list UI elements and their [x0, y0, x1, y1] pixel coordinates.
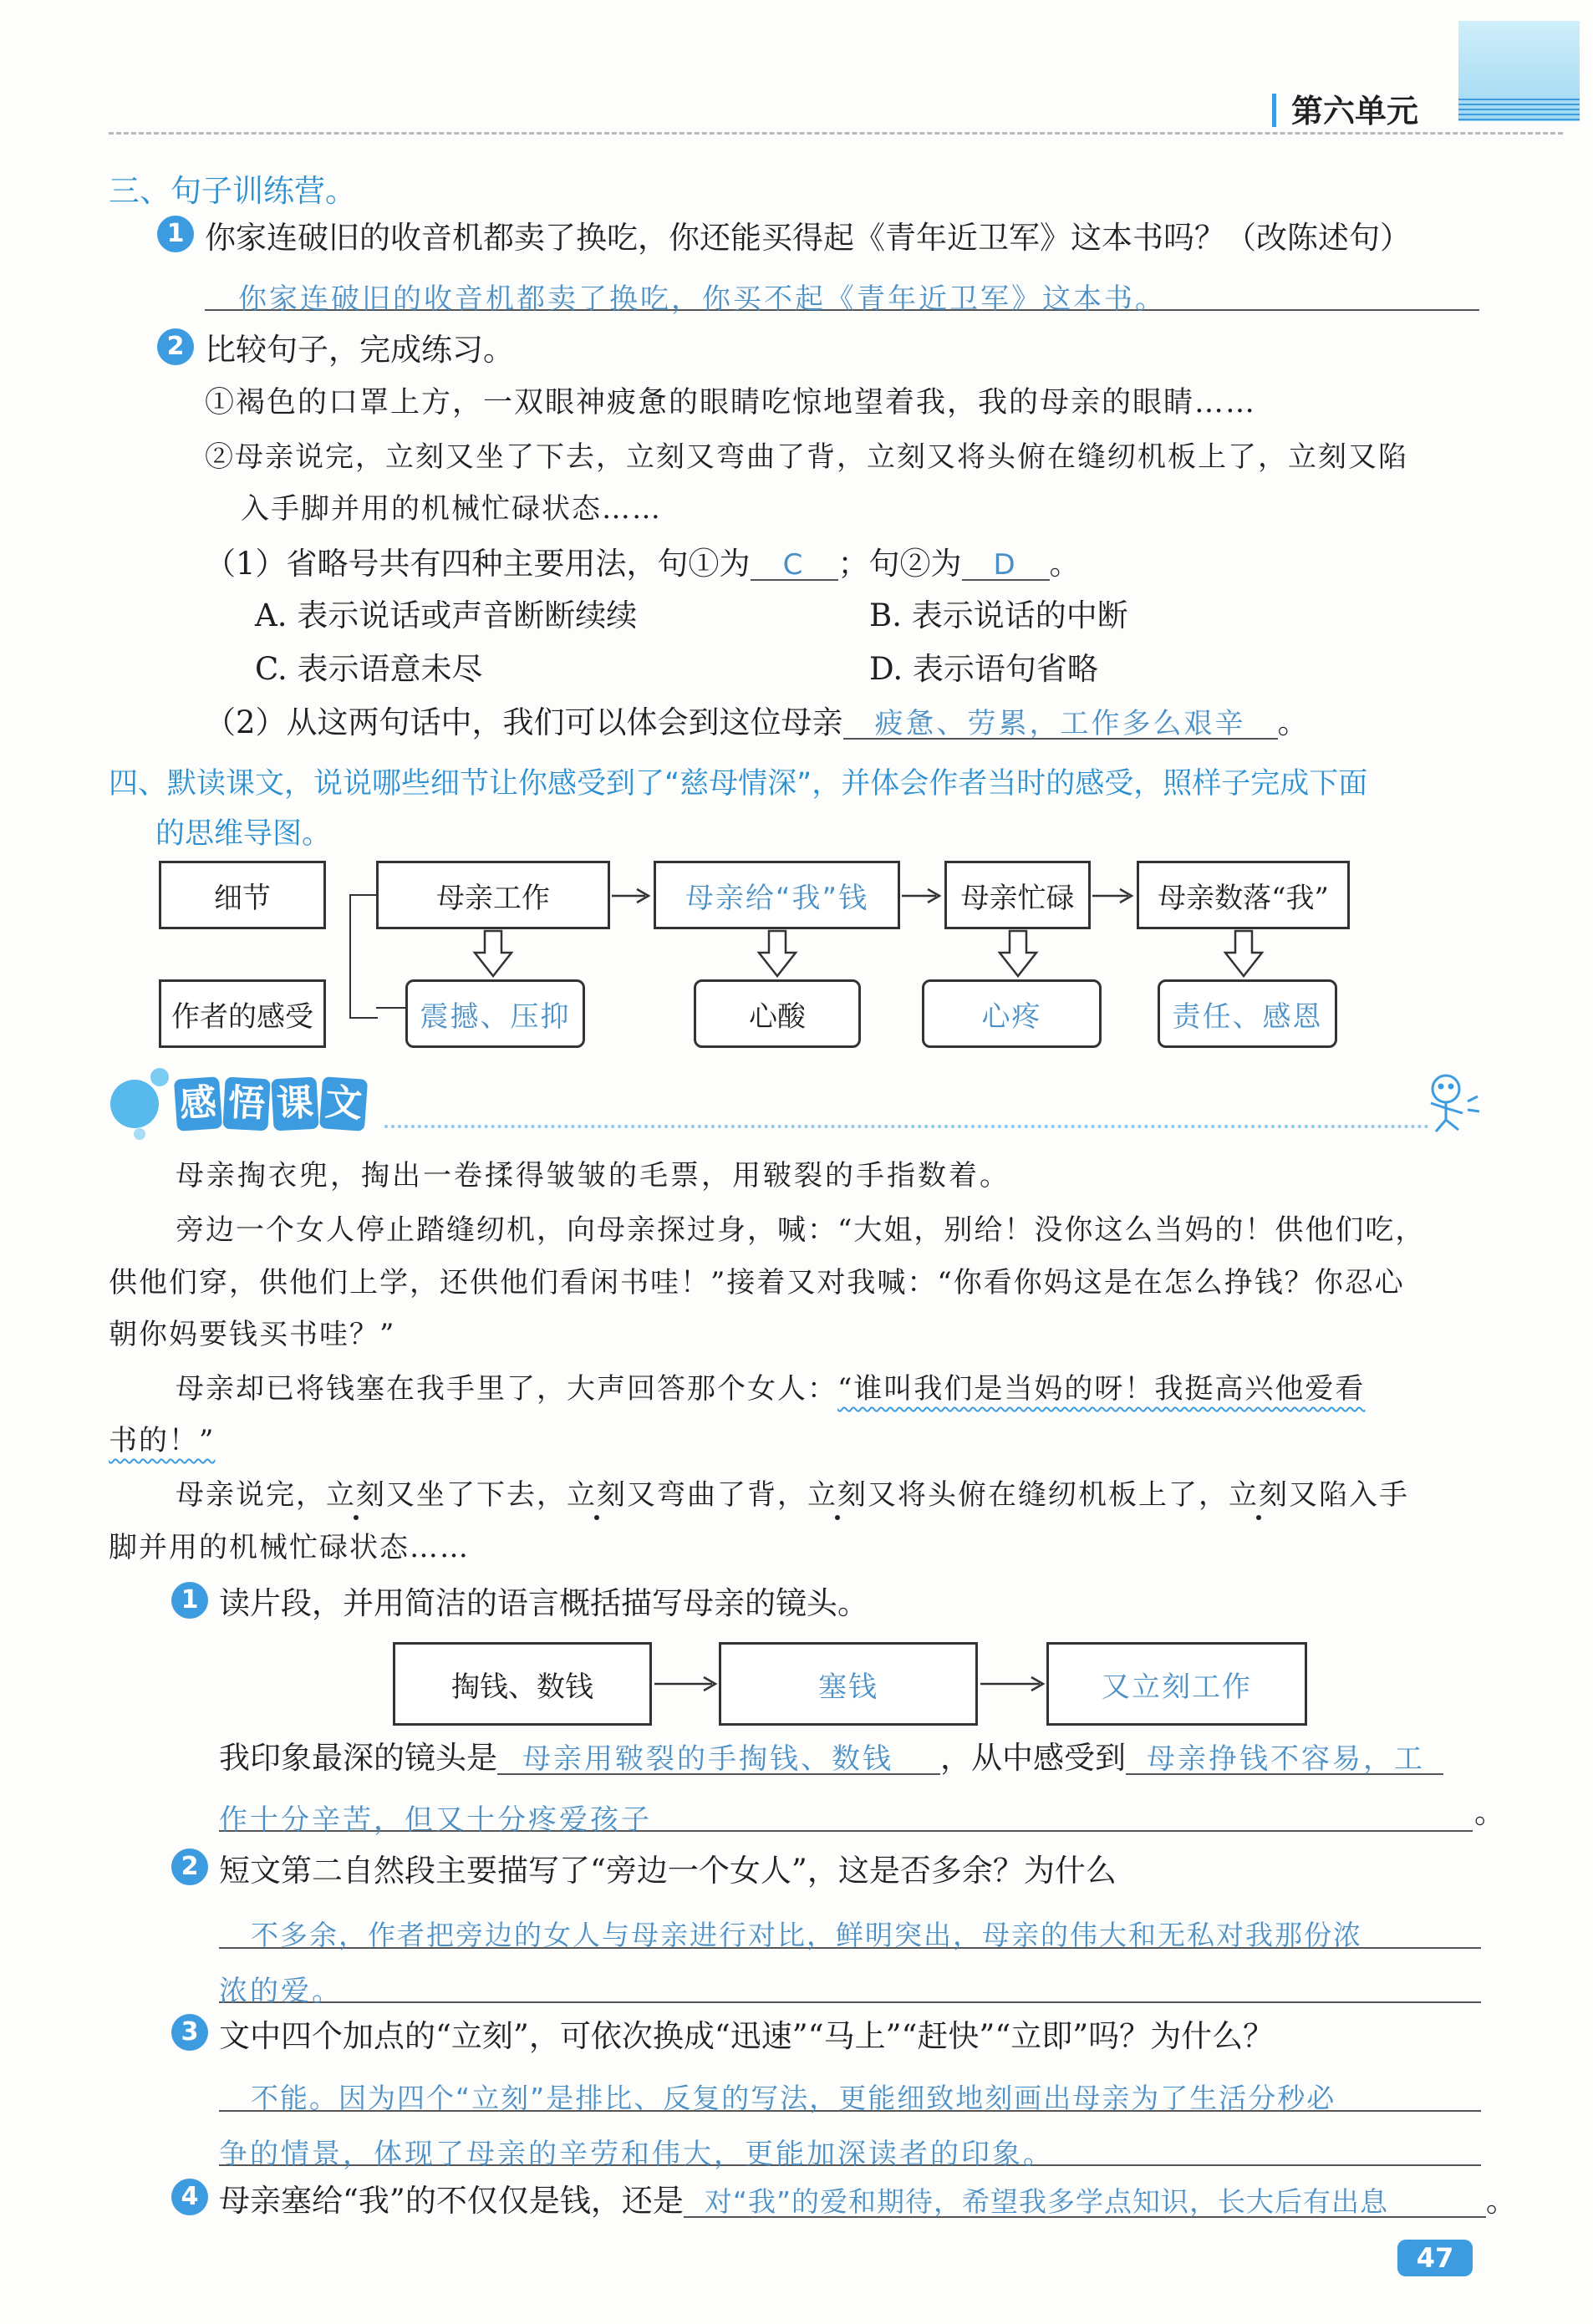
flow-text: 塞钱: [818, 1670, 878, 1704]
feeling-text: 心疼: [981, 999, 1042, 1034]
banner-char: 课: [271, 1077, 318, 1131]
banner-char: 文: [319, 1076, 368, 1131]
page-number: 47: [1416, 2242, 1454, 2274]
flow-text: 又立刻工作: [1102, 1670, 1252, 1704]
arrow-down: [759, 931, 796, 976]
q-number: 2: [171, 1849, 208, 1885]
dotted-like: 立刻: [807, 1478, 868, 1512]
q3-ans2: 争的情景，体现了母亲的辛劳和伟大，更能加深读者的印象。: [219, 2138, 1054, 2171]
q1-ans1: 母亲用皲裂的手掏钱、数钱: [522, 1742, 893, 1776]
q1-ans2: 母亲挣钱不容易，工: [1147, 1742, 1425, 1776]
s3-q2-sentence2a: ②母亲说完，立刻又坐了下去，立刻又弯曲了背，立刻又将头俯在缝纫机板上了，立刻又陷: [205, 440, 1408, 474]
p3-wavy-end: 书的！”: [109, 1424, 216, 1457]
banner-bubble-small: [150, 1068, 169, 1086]
q3-prompt: 文中四个加点的“立刻”，可依次换成“迅速”“马上”“赶快”“立即”吗？为什么？: [219, 2018, 1275, 2054]
passage-p2c: 朝你妈要钱买书哇？”: [109, 1318, 396, 1351]
q-number: 3: [171, 2014, 208, 2051]
part1-ans1: C: [782, 548, 806, 582]
p3-text: 母亲却已将钱塞在我手里了，大声回答那个女人：: [176, 1372, 837, 1406]
q-number: 1: [157, 216, 194, 252]
s3-q2-sentence1: ①褐色的口罩上方，一双眼神疲惫的眼睛吃惊地望着我，我的母亲的眼睛……: [205, 386, 1257, 420]
feeling-box-3: [922, 979, 1102, 1048]
q4-row: [171, 2179, 208, 2215]
q4-end: 。: [1485, 2183, 1517, 2219]
q-number: 4: [171, 2179, 208, 2215]
q1-line1: [219, 1742, 1443, 1775]
q1-prompt: 读片段，并用简洁的语言概括描写母亲的镜头。: [219, 1585, 868, 1621]
s3-q1-answer: 你家连破旧的收音机都卖了换吃，你买不起《青年近卫军》这本书。: [238, 282, 1166, 316]
part2-end: 。: [1277, 704, 1309, 740]
q3-row: [171, 2014, 208, 2051]
passage-p4b: 脚并用的机械忙碌状态……: [109, 1531, 470, 1564]
q-number: 1: [171, 1582, 208, 1619]
q1-l1-mid: ，从中感受到: [940, 1740, 1126, 1776]
part1-text: （1）省略号共有四种主要用法，句①为: [205, 546, 751, 582]
p4-text: 又将头俯在缝纫机板上了，: [868, 1478, 1229, 1512]
section3-title: 三、句子训练营。: [109, 173, 356, 209]
feeling-text: 心酸: [749, 999, 806, 1034]
p4-text: 母亲说完，: [176, 1478, 326, 1512]
option-a: A. 表示说话或声音断断续续: [255, 598, 638, 633]
q2-answer-line2: [219, 1964, 1481, 2003]
feeling-text: 责任、感恩: [1172, 999, 1323, 1034]
q1-blank1: [497, 1742, 940, 1775]
option-d: D. 表示语句省略: [869, 651, 1098, 687]
banner-bubble-big: [110, 1080, 159, 1128]
arrow-down: [475, 931, 511, 976]
banner-dotted-line: [384, 1125, 1429, 1128]
part1-mid: ；句②为: [837, 546, 962, 582]
passage-p1: 母亲掏衣兜，掏出一卷揉得皱皱的毛票，用皲裂的手指数着。: [176, 1159, 1010, 1193]
dotted-like: 立刻: [567, 1478, 627, 1512]
passage-p3a: [176, 1372, 1366, 1406]
detail-text: 母亲工作: [436, 881, 550, 915]
q1-blank2: [1126, 1742, 1443, 1775]
dotted-like: 立刻: [326, 1478, 386, 1512]
arrow-down: [1225, 931, 1262, 976]
q4-line: [219, 2185, 1517, 2218]
banner-char: 感: [174, 1076, 222, 1131]
p4-text: 又陷入手: [1289, 1478, 1409, 1512]
q4-blank: [684, 2185, 1486, 2218]
q2-row: [171, 1849, 208, 1885]
p4-text: 又坐了下去，: [386, 1478, 567, 1512]
passage-p2a: 旁边一个女人停止踏缝纫机，向母亲探过身，喊：“大姐，别给！没你这么当妈的！供他们吃，: [176, 1213, 1426, 1247]
banner-title: [176, 1078, 366, 1130]
part2-answer: 疲惫、劳累，工作多么艰辛: [874, 707, 1246, 740]
q1-line2-end: 。: [1474, 1794, 1505, 1830]
arrow-down: [1000, 931, 1036, 976]
p4-text: 又弯曲了背，: [627, 1478, 807, 1512]
q4-answer: 对“我”的爱和期待，希望我多学点知识，长大后有出息: [704, 2185, 1389, 2218]
detail-text: 母亲忙碌: [960, 881, 1075, 915]
feeling-box-1: [405, 979, 585, 1048]
page-number-badge: [1397, 2240, 1473, 2276]
feeling-box-4: [1158, 979, 1337, 1048]
q1-ans3: 作十分辛苦，但又十分疼爱孩子: [219, 1803, 652, 1837]
passage-p2b: 供他们穿，供他们上学，还供他们看闲书哇！”接着又对我喊：“你看你妈这是在怎么挣钱？你忍心: [109, 1266, 1405, 1299]
q3-ans1: 不能。因为四个“立刻”是排比、反复的写法，更能细致地刻画出母亲为了生活分秒必: [251, 2082, 1336, 2114]
q-number: 2: [157, 328, 194, 365]
feeling-box-2: [694, 979, 861, 1048]
passage-p3b: [109, 1426, 215, 1455]
option-c: C. 表示语意未尽: [255, 651, 483, 687]
s3-q2-prompt: 比较句子，完成练习。: [205, 332, 514, 368]
section4-title-line2: 的思维导图。: [155, 817, 332, 851]
option-b: B. 表示说话的中断: [869, 598, 1128, 633]
flow-text: 掏钱、数钱: [451, 1670, 593, 1704]
s3-q2-sentence2b: 入手脚并用的机械忙碌状态……: [241, 492, 662, 526]
q1-row: [171, 1582, 208, 1619]
p3-wavy: “谁叫我们是当妈的呀！我挺高兴他爱看: [837, 1372, 1366, 1406]
mascot-icon: [1412, 1068, 1488, 1135]
banner-char: 悟: [222, 1077, 270, 1131]
q2-prompt: 短文第二自然段主要描写了“旁边一个女人”，这是否多余？为什么: [219, 1853, 1117, 1889]
q2-ans2: 浓的爱。: [219, 1975, 343, 2008]
label-detail-text: 细节: [214, 881, 271, 915]
label-feeling-text: 作者的感受: [171, 999, 313, 1034]
s3-q1-prompt: 你家连破旧的收音机都卖了换吃，你还能买得起《青年近卫军》这本书吗？（改陈述句）: [205, 220, 1411, 256]
unit-title: 第六单元: [1291, 93, 1419, 130]
q2-ans1: 不多余，作者把旁边的女人与母亲进行对比，鲜明突出，母亲的伟大和无私对我那份浓: [251, 1919, 1362, 1951]
passage-p4a: [176, 1478, 1409, 1512]
dotted-like: 立刻: [1229, 1478, 1289, 1512]
feeling-text: 震撼、压抑: [420, 999, 571, 1034]
banner-bubble-tiny: [134, 1128, 145, 1140]
q1-l1-text: 我印象最深的镜头是: [219, 1740, 497, 1776]
detail-text: 母亲给“我”钱: [685, 881, 869, 915]
q4-text: 母亲塞给“我”的不仅仅是钱，还是: [219, 2183, 684, 2219]
section4-title-line1: 四、默读课文，说说哪些细节让你感受到了“慈母情深”，并体会作者当时的感受，照样子完成下面: [109, 767, 1368, 801]
part2-text: （2）从这两句话中，我们可以体会到这位母亲: [205, 704, 843, 740]
part1-ans2: D: [993, 548, 1018, 582]
mindmap-arrows: [0, 0, 1593, 1086]
part1-end: 。: [1049, 546, 1081, 582]
flow-arrows: [0, 1663, 1593, 1705]
detail-text: 母亲数落“我”: [1158, 881, 1329, 915]
